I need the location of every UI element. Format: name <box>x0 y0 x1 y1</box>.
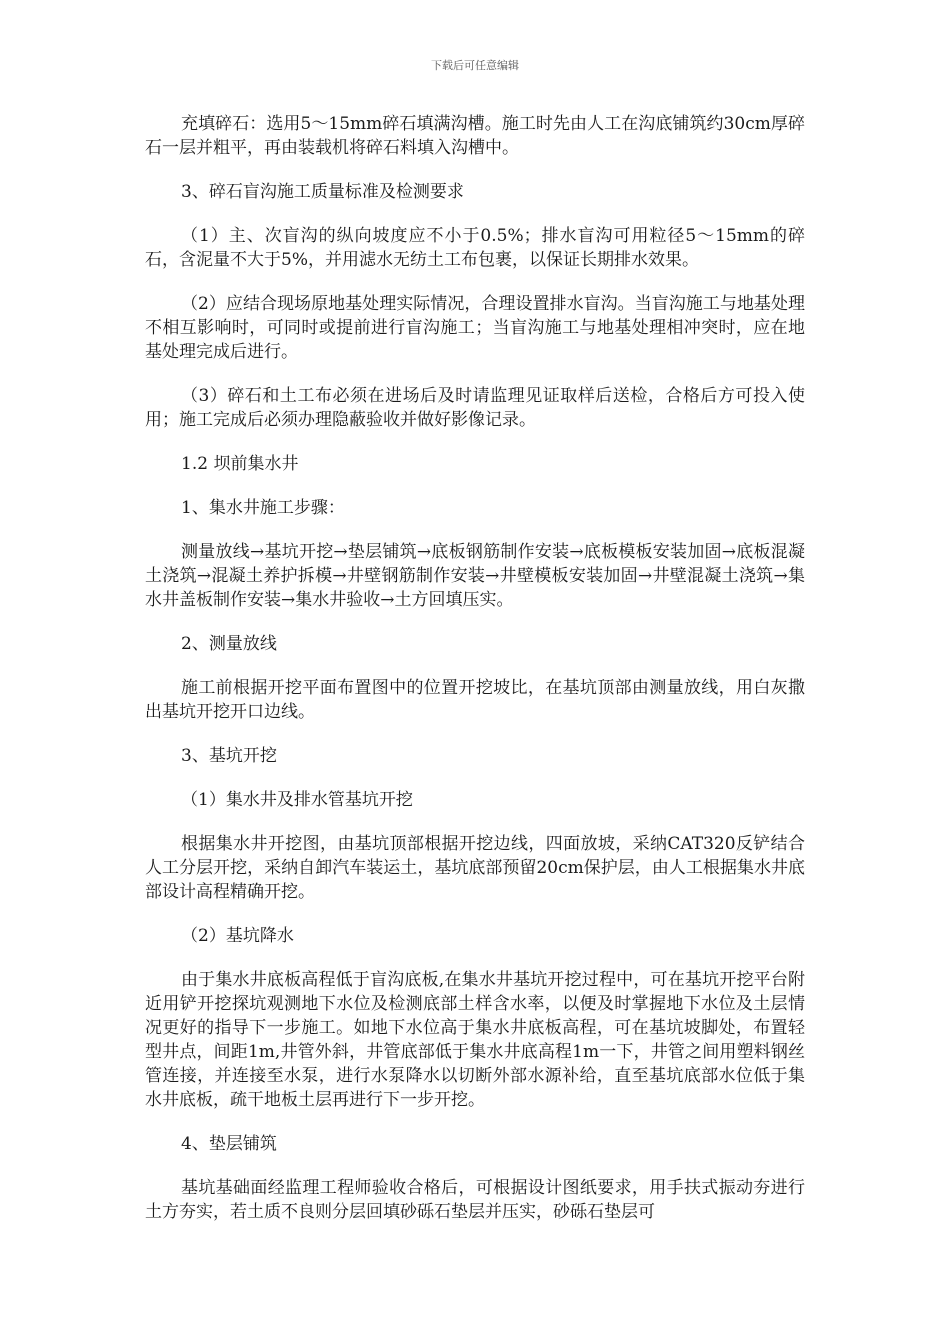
section-heading-sump-well: 1.2 坝前集水井 <box>181 454 299 474</box>
page-header: 下载后可任意编辑 <box>431 59 519 72</box>
paragraph-survey: 施工前根据开挖平面布置图中的位置开挖坡比，在基坑顶部由测量放线，用白灰撒出基坑开挖开口边线。 <box>145 678 805 722</box>
paragraph-dewatering: 由于集水井底板高程低于盲沟底板,在集水井基坑开挖过程中，可在基坑开挖平台附近用铲开挖探坑观测地下水位及检测底部土样含水率，以便及时掌握地下水位及土层情况更好的指导下一步施工。如地下水位高于集水井底板高程，可在基坑坡脚处，布置轻型井点，间距1m,井管外斜，井管底部低于集水井底高程1m一下，井管之间用塑料钢丝管连接，并连接至水泵，进行水泵降水以切断外部水源补给，直至基坑底部水位低于集水井底板，疏干地板土层再进行下一步开挖。 <box>145 970 805 1110</box>
heading-construction-steps: 1、集水井施工步骤： <box>181 498 345 518</box>
heading-cushion-layer: 4、垫层铺筑 <box>181 1134 277 1154</box>
paragraph-cushion-layer: 基坑基础面经监理工程师验收合格后，可根据设计图纸要求，用手扶式振动夯进行土方夯实，若土质不良则分层回填砂砾石垫层并压实，砂砾石垫层可 <box>145 1178 805 1222</box>
paragraph-excavation-method: 根据集水井开挖图，由基坑顶部根据开挖边线，四面放坡，采纳CAT320反铲结合人工分层开挖，采纳自卸汽车装运土，基坑底部预留20cm保护层，由人工根据集水井底部设计高程精确开挖。 <box>145 834 805 902</box>
subheading-pit-excavation: （1）集水井及排水管基坑开挖 <box>181 790 413 810</box>
document-body <box>145 112 805 1244</box>
paragraph-step-sequence: 测量放线→基坑开挖→垫层铺筑→底板钢筋制作安装→底板模板安装加固→底板混凝土浇筑→混凝土养护拆模→井壁钢筋制作安装→井壁模板安装加固→井壁混凝土浇筑→集水井盖板制作安装→集水井验收→土方回填压实。 <box>145 542 805 610</box>
heading-survey: 2、测量放线 <box>181 634 277 654</box>
paragraph-slope-requirement: （1）主、次盲沟的纵向坡度应不小于0.5%；排水盲沟可用粒径5～15mm的碎石，含泥量不大于5%，并用滤水无纺土工布包裹，以保证长期排水效果。 <box>145 226 805 270</box>
subheading-dewatering: （2）基坑降水 <box>181 926 294 946</box>
heading-excavation: 3、基坑开挖 <box>181 746 277 766</box>
paragraph-inspection: （3）碎石和土工布必须在进场后及时请监理见证取样后送检，合格后方可投入使用；施工完成后必须办理隐蔽验收并做好影像记录。 <box>145 386 805 430</box>
heading-quality-standards: 3、碎石盲沟施工质量标准及检测要求 <box>181 182 464 202</box>
paragraph-fill-gravel: 充填碎石：选用5～15mm碎石填满沟槽。施工时先由人工在沟底铺筑约30cm厚碎石一层并粗平，再由装载机将碎石料填入沟槽中。 <box>145 114 805 158</box>
paragraph-ground-treatment: （2）应结合现场原地基处理实际情况，合理设置排水盲沟。当盲沟施工与地基处理不相互影响时，可同时或提前进行盲沟施工；当盲沟施工与地基处理相冲突时，应在地基处理完成后进行。 <box>145 294 805 362</box>
